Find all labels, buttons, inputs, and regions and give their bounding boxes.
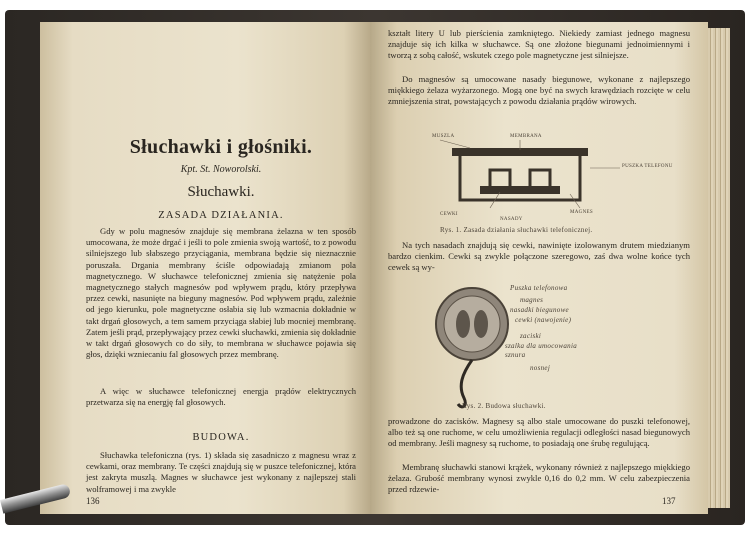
- page-number-left: 136: [86, 496, 100, 506]
- paragraph-terminals: prowadzone do zacisków. Magnesy są albo stale umocowane do puszki telefonowej, albo też są one ruchome, w celu umożliwienia regulacji odległości nasad biegunowych od membrany. Jeśli magnesy są ruchome, to posiadają one śrubę regulującą.: [388, 416, 690, 449]
- chapter-title: Słuchawki i głośniki.: [129, 136, 313, 158]
- figure-2-label-extra: nosnej: [530, 364, 551, 372]
- paragraph-energy: A więc w słuchawce telefonicznej energja prądów elektrycznych przetwarza się na energję fal głosowych.: [86, 386, 356, 408]
- figure-2-label-cord-holder: szalka dla umocowania sznura: [505, 342, 578, 359]
- subsection-heading-construction: BUDOWA.: [192, 432, 250, 443]
- figure-1-label-membrane: MEMBRANA: [510, 134, 542, 139]
- figure-1-label-case: PUSZKA TELEFONU: [622, 164, 673, 169]
- page-edges: [708, 28, 730, 508]
- figure-1-caption: Rys. 1. Zasada działania słuchawki telefonicznej.: [440, 226, 593, 234]
- figure-2-label-coils: cewki (nawojenie): [515, 316, 572, 324]
- left-page: [40, 22, 370, 514]
- paragraph-pole-pieces: Do magnesów są umocowane nasady biegunowe, wykonane z najlepszego miękkiego żelaza wyżarzonego. Mogą one być na swych krawędziach rozcięte w celu zmniejszenia strat, powstających z powodu działania prądów wirowych.: [388, 74, 690, 107]
- figure-2-photo: [432, 282, 512, 412]
- figure-2-label-magnet: magnes: [520, 296, 544, 304]
- figure-1-label-shell: MUSZLA: [432, 134, 455, 139]
- paragraph-magnet-shape: kształt litery U lub pierścienia zamkniętego. Niekiedy zamiast jednego magnesu znajduje się ich kilka w słuchawce. Są one złożone biegunami jednoimiennymi i tworzą z sobą całość, wskutek czego pole magnetyczne jest silniejsze.: [388, 28, 690, 61]
- figure-1-diagram: [430, 136, 630, 222]
- paragraph-membrane: Membranę słuchawki stanowi krążek, wykonany również z najlepszego miękkiego żelaza. Grubość membrany wynosi zwykle 0,16 do 0,2 mm. W celu zabezpieczenia przed rdzewie-: [388, 462, 690, 495]
- paragraph-coils: Na tych nasadach znajdują się cewki, nawinięte izolowanym drutem miedzianym bardzo cienkim. Cewki są zwykle połączone szeregowo, zaś dwa wolne końce tych cewek są wy-: [388, 240, 690, 273]
- subsection-heading-principle: ZASADA DZIAŁANIA.: [158, 210, 284, 221]
- figure-1-label-magnet: MAGNES: [570, 210, 593, 215]
- paragraph-construction: Słuchawka telefoniczna (rys. 1) składa się zasadniczo z magnesu wraz z cewkami, oraz membrany. Te części znajdują się w puszce telefonicznej, która jest zakryta muszlą. Magnes w słuchawce jest wykonany z najlepszej stali wolframowej i ma zwykle: [86, 450, 356, 494]
- paragraph-principle: Gdy w polu magnesów znajduje się membrana żelazna w ten sposób umocowana, że może drgać i jeśli to pole zmienia swoją wartość, to z powodu silniejszego lub słabszego przyciągania, membrana będzie się nieznacznie poruszała. Drgania membrany ściśle odpowiadają zmianom pola magnetycznego. W słuchawce telefonicznej zmienia się natężenie pola magnetycznego stałych magnesów pod wpływem prądu, który przepływa przez cewki, nasunięte na bieguny magnesów. Pod wpływem prądu, zależnie od jego kierunku, pole magnetyczne osłabia się lub wzmacnia dokładnie w takt drgań głosowych, a tem samem przyciąga słabiej lub mocniej membranę. Zatem jeśli prąd, przepływający przez cewki słuchawki, zmienia się dokładnie w takt drgań głosowych co do siły, to membrana w słuchawce pojawia się głos, dzięki wzniecaniu fal głosowych przez membranę.: [86, 226, 356, 360]
- figure-2-label-case: Puszka telefonowa: [510, 284, 568, 292]
- right-page: [370, 22, 708, 514]
- figure-2-label-pole-pieces: nasadki biegunowe: [510, 306, 569, 314]
- page-number-right: 137: [662, 496, 676, 506]
- figure-2-label-terminals: zaciski: [520, 332, 542, 340]
- figure-1-label-coils: CEWKI: [440, 212, 458, 217]
- chapter-author: Kpt. St. Noworolski.: [180, 164, 262, 175]
- figure-2-caption: Rys. 2. Budowa słuchawki.: [462, 402, 546, 410]
- section-heading: Słuchawki.: [187, 184, 255, 200]
- figure-1-label-poles: NASADY: [500, 217, 523, 222]
